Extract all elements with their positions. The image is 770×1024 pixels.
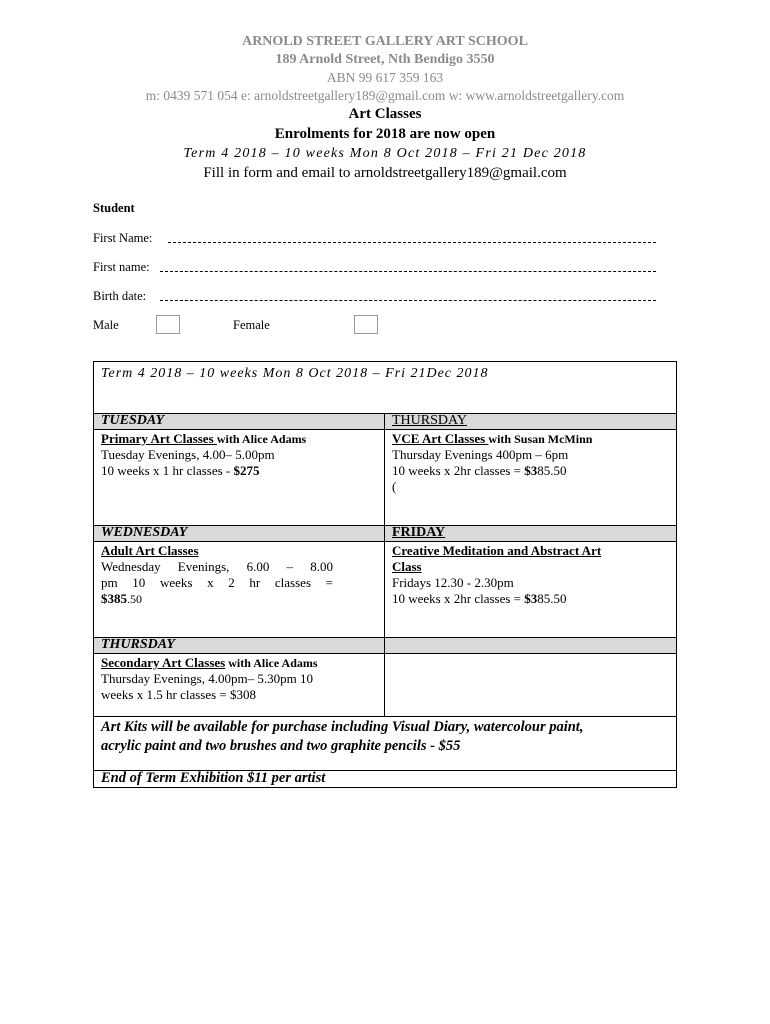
friday-price-bold: $3	[524, 591, 538, 606]
thursday-vce-price-rest: 85.50	[537, 463, 567, 478]
thursday-sec-time: Thursday Evenings, 4.00pm– 5.30pm 10	[101, 671, 313, 686]
wednesday-duration: pm 10 weeks x 2 hr classes =	[101, 575, 333, 590]
friday-details	[392, 543, 672, 607]
first-name-field-2[interactable]	[160, 271, 656, 272]
thursday-sec-class-name: Secondary Art Classes	[101, 655, 226, 670]
page-title: Art Classes	[348, 106, 422, 122]
tuesday-duration: 10 weeks x 1 hr classes -	[101, 463, 234, 478]
thursday-vce-class-name: VCE Art Classes	[392, 431, 489, 446]
thursday-vce-label: THURSDAY	[392, 413, 467, 428]
friday-class-name-2: Class	[392, 559, 422, 574]
thursday-vce-note: (	[392, 479, 397, 494]
table-term: Term 4 2018 – 10 weeks Mon 8 Oct 2018 – Fri 21Dec 2018	[101, 366, 489, 381]
first-name-field[interactable]	[168, 242, 656, 243]
school-contact: m: 0439 571 054 e: arnoldstreetgallery189@gmail.com w: www.arnoldstreetgallery.com	[145, 88, 625, 103]
tuesday-time: Tuesday Evenings, 4.00– 5.00pm	[101, 447, 275, 462]
friday-time: Fridays 12.30 - 2.30pm	[392, 575, 514, 590]
term-dates: Term 4 2018 – 10 weeks Mon 8 Oct 2018 – Fri 21 Dec 2018	[183, 146, 587, 161]
wednesday-label: WEDNESDAY	[101, 525, 188, 540]
tuesday-teacher: with Alice Adams	[216, 432, 307, 446]
tuesday-details	[101, 431, 381, 479]
male-checkbox[interactable]	[156, 315, 180, 334]
instruction-text: Fill in form and email to arnoldstreetgallery189@gmail.com	[203, 165, 567, 181]
thursday-vce-duration: 10 weeks x 2hr classes =	[392, 463, 525, 478]
thursday-vce-price-bold: $3	[524, 463, 538, 478]
wednesday-price-rest: .50	[127, 592, 142, 606]
thursday-vce-time: Thursday Evenings 400pm – 6pm	[392, 447, 569, 462]
wednesday-class-name: Adult Art Classes	[101, 543, 199, 558]
female-label: Female	[233, 318, 270, 332]
wednesday-time: Wednesday Evenings, 6.00 – 8.00	[101, 559, 333, 574]
birth-date-label: Birth date:	[93, 289, 147, 303]
friday-class-name-1: Creative Meditation and Abstract Art	[392, 543, 602, 558]
first-name-label: First Name:	[93, 231, 153, 245]
wednesday-details	[101, 543, 333, 607]
thursday-vce-teacher: with Susan McMinn	[488, 432, 593, 446]
thursday-vce-details	[392, 431, 672, 495]
student-section-label: Student	[93, 201, 135, 215]
wednesday-price-bold: $385	[101, 591, 127, 606]
thursday-sec-teacher: with Alice Adams	[225, 656, 318, 670]
male-label: Male	[93, 318, 119, 332]
thursday-sec-details	[101, 655, 381, 703]
thursday-sec-duration: weeks x 1.5 hr classes = $308	[101, 687, 256, 702]
exhibition-text: End of Term Exhibition $11 per artist	[101, 770, 326, 786]
tuesday-class-name: Primary Art Classes	[101, 431, 217, 446]
enrolment-notice: Enrolments for 2018 are now open	[274, 126, 496, 142]
first-name-label-2: First name:	[93, 260, 150, 274]
friday-price-rest: 85.50	[537, 591, 567, 606]
art-kits-line-2: acrylic paint and two brushes and two graphite pencils - $55	[101, 738, 461, 754]
thursday-sec-label: THURSDAY	[101, 637, 175, 652]
female-checkbox[interactable]	[354, 315, 378, 334]
friday-duration: 10 weeks x 2hr classes =	[392, 591, 525, 606]
tuesday-price: $275	[233, 463, 260, 478]
school-address: 189 Arnold Street, Nth Bendigo 3550	[275, 52, 495, 67]
art-kits-line-1: Art Kits will be available for purchase including Visual Diary, watercolour paint,	[101, 719, 584, 735]
empty-header-cell	[384, 637, 677, 654]
school-name: ARNOLD STREET GALLERY ART SCHOOL	[242, 34, 528, 49]
friday-label: FRIDAY	[392, 525, 446, 540]
tuesday-label: TUESDAY	[101, 413, 165, 428]
birth-date-field[interactable]	[160, 300, 656, 301]
school-abn: ABN 99 617 359 163	[326, 70, 444, 85]
empty-cell	[384, 653, 677, 717]
